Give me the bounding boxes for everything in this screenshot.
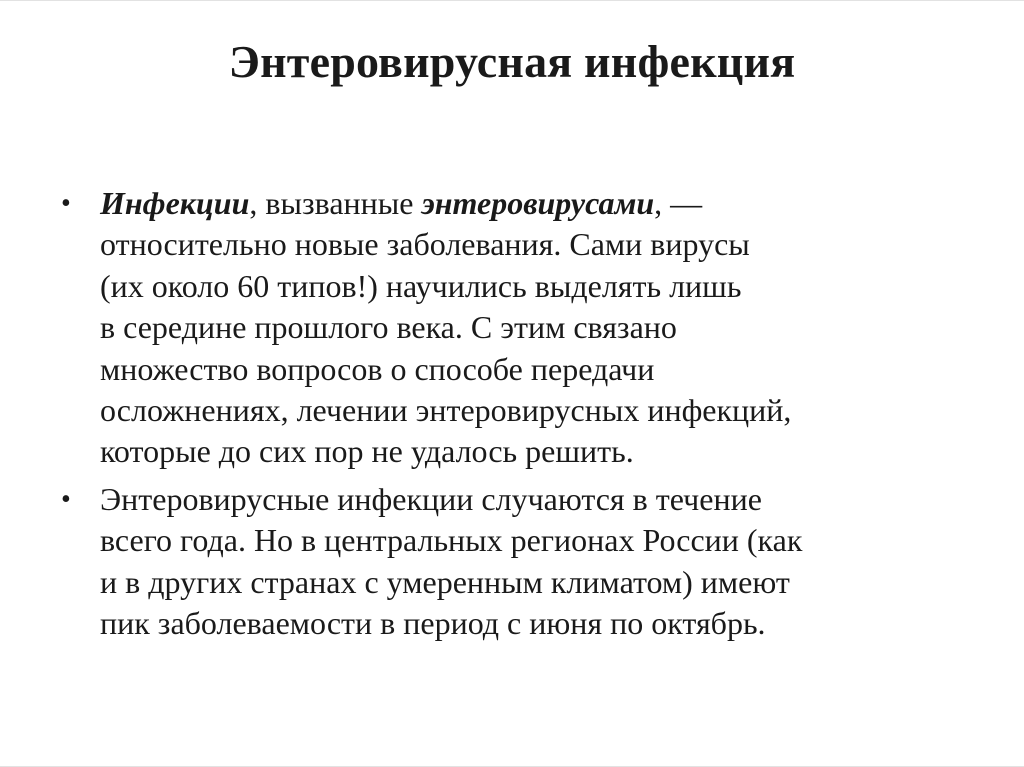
text-run: , — [654, 185, 703, 221]
bullet-2-line-3: и в других странах с умеренным климатом) имеют [100, 563, 790, 600]
bullet-1-line-2: относительно новые заболевания. Сами вирусы [100, 226, 750, 263]
bullet-2-line-1: Энтеровирусные инфекции случаются в течение [100, 480, 762, 517]
bullet-item-2 [60, 479, 960, 645]
bullet-1-line-6: осложнениях, лечении энтеровирусных инфекций, [100, 392, 792, 429]
slide-title: Энтеровирусная инфекция [228, 36, 796, 87]
bullet-item-1 [60, 183, 960, 473]
bullet-1-line-5: множество вопросов о способе передачи [100, 350, 655, 387]
emphasis-term: Инфекции [100, 185, 250, 221]
bullet-marker: • [61, 188, 71, 219]
bullet-list [60, 183, 960, 650]
bullet-1-line-7: которые до сих пор не удалось решить. [100, 433, 634, 470]
bullet-1-line-3: (их около 60 типов!) научились выделять лишь [100, 267, 742, 304]
bullet-1-line-4: в середине прошлого века. С этим связано [100, 309, 677, 346]
bullet-marker: • [61, 483, 71, 515]
bullet-2-line-4: пик заболеваемости в период с июня по октябрь. [100, 605, 766, 642]
emphasis-term: энтеровирусами [421, 185, 655, 221]
bullet-1-line-1 [100, 183, 960, 224]
text-run: , вызванные [249, 185, 422, 221]
bullet-2-line-2: всего года. Но в центральных регионах России (как [100, 522, 803, 559]
